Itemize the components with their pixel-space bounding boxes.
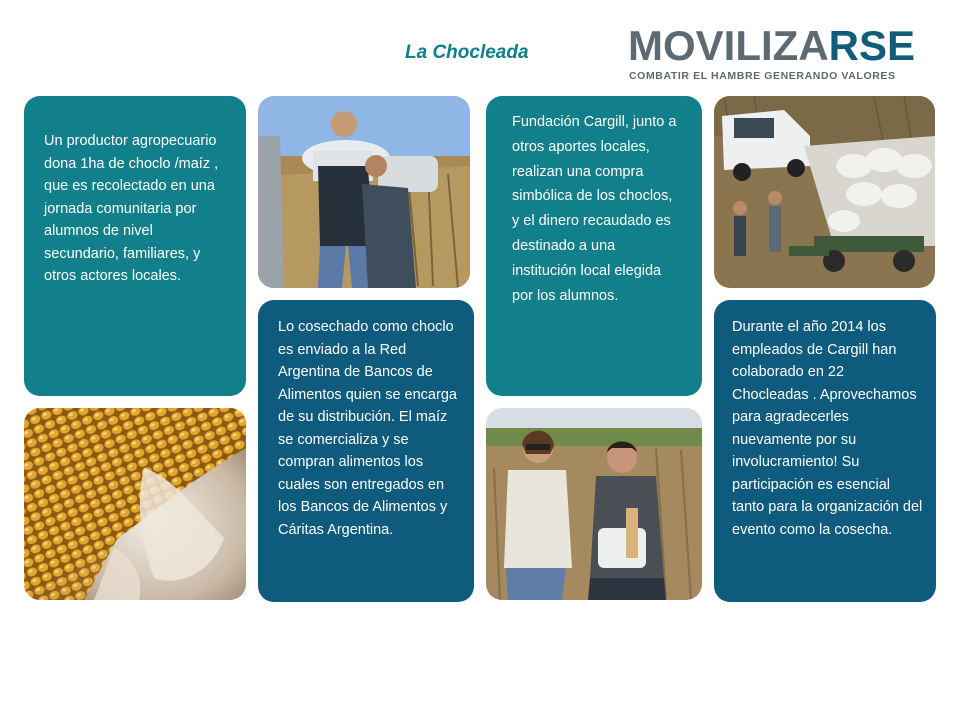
logo-wordmark-rse: RSE bbox=[828, 22, 916, 69]
text-box-cargill-foundation bbox=[486, 96, 702, 396]
donation-text: Un productor agropecuario dona 1ha de choclo /maíz , que es recolectado en una jornada comunitaria por alumnos de nivel secundario, familiares, y otros actores locales. bbox=[44, 133, 219, 284]
cargill-foundation-text: Fundación Cargill, junto a otros aportes locales, realizan una compra simbólica de los choclos, y el dinero recaudado es destinado a una institución local elegida por los alumnos. bbox=[512, 114, 677, 304]
logo-tagline: COMBATIR EL HAMBRE GENERANDO VALORES bbox=[629, 70, 896, 82]
volunteers-smiling-photo bbox=[486, 408, 702, 600]
logo-wordmark-main: MOVILIZA bbox=[628, 22, 829, 69]
text-box-donation bbox=[24, 96, 246, 396]
text-box-employees bbox=[714, 300, 936, 602]
corn-closeup-photo bbox=[24, 408, 246, 600]
movilizarse-logo bbox=[628, 22, 916, 92]
logo-wordmark bbox=[628, 22, 915, 70]
truck-loading-photo bbox=[714, 96, 935, 288]
page-title: La Chocleada bbox=[405, 42, 529, 63]
harvest-students-photo bbox=[258, 96, 470, 288]
distribution-text: Lo cosechado como choclo es enviado a la Red Argentina de Bancos de Alimentos quien se encarga de su distribución. El maíz se comercializa y se compran alimentos los cuales son entregados en los Bancos de Alimentos y Cáritas Argentina. bbox=[278, 319, 457, 538]
text-box-distribution bbox=[258, 300, 474, 602]
employees-text: Durante el año 2014 los empleados de Cargill han colaborado en 22 Chocleadas . Aprovechamos para agradecerles nuevamente por su involucramiento! Su participación es esencial tanto para la organización del evento como la cosecha. bbox=[732, 319, 923, 538]
